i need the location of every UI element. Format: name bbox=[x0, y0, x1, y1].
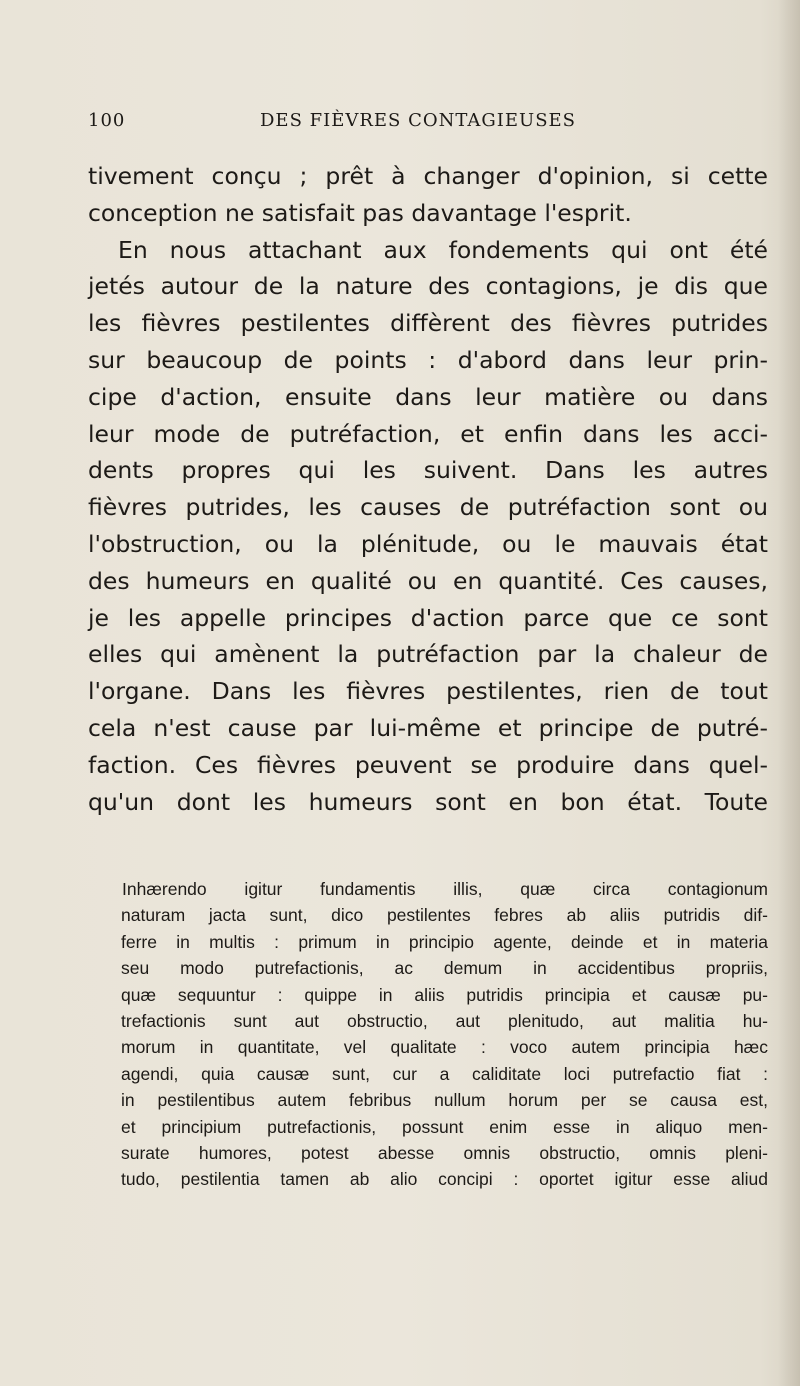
page-number: 100 bbox=[88, 110, 126, 131]
latin-line: quæ sequuntur : quippe in aliis putridis principia et causæ pu- bbox=[121, 984, 768, 1005]
latin-line: tudo, pestilentia tamen ab alio concipi : oportet igitur esse aliud bbox=[121, 1169, 768, 1190]
french-line: des humeurs en qualité ou en quantité. Ces causes, bbox=[88, 566, 768, 595]
french-line: les fièvres pestilentes diffèrent des fièvres putrides bbox=[88, 309, 768, 338]
french-line: fièvres putrides, les causes de putréfaction sont ou bbox=[88, 493, 768, 522]
french-line: l'organe. Dans les fièvres pestilentes, rien de tout bbox=[88, 677, 768, 706]
running-title: DES FIÈVRES CONTAGIEUSES bbox=[260, 110, 577, 131]
latin-line: agendi, quia causæ sunt, cur a caliditate loci putrefactio fiat : bbox=[121, 1063, 768, 1084]
latin-line: naturam jacta sunt, dico pestilentes febres ab aliis putridis dif- bbox=[121, 905, 768, 926]
latin-line: Inhærendo igitur fundamentis illis, quæ circa contagionum bbox=[122, 879, 768, 899]
french-line: cipe d'action, ensuite dans leur matière ou dans bbox=[88, 382, 768, 411]
running-header bbox=[88, 110, 778, 140]
latin-line: in pestilentibus autem febribus nullum horum per se causa est, bbox=[121, 1090, 768, 1111]
page-edge-shadow bbox=[778, 0, 800, 1386]
french-line: En nous attachant aux fondements qui ont été bbox=[118, 235, 768, 264]
french-line: je les appelle principes d'action parce que ce sont bbox=[88, 603, 768, 632]
latin-footnote-block bbox=[121, 876, 768, 1193]
latin-line: et principium putrefactionis, possunt enim esse in aliquo men- bbox=[121, 1116, 768, 1137]
latin-line: morum in quantitate, vel qualitate : voco autem principia hæc bbox=[121, 1037, 768, 1058]
french-line: dents propres qui les suivent. Dans les autres bbox=[88, 456, 768, 485]
french-line: qu'un dont les humeurs sont en bon état. Toute bbox=[88, 787, 768, 816]
latin-line: seu modo putrefactionis, ac demum in accidentibus propriis, bbox=[121, 958, 768, 979]
french-line: jetés autour de la nature des contagions, je dis que bbox=[88, 272, 768, 301]
french-line: conception ne satisfait pas davantage l'esprit. bbox=[88, 198, 632, 227]
french-line: cela n'est cause par lui-même et principe de putré- bbox=[88, 713, 768, 742]
french-line: leur mode de putréfaction, et enfin dans les acci- bbox=[88, 419, 768, 448]
french-line: faction. Ces fièvres peuvent se produire dans quel- bbox=[88, 750, 768, 779]
latin-line: ferre in multis : primum in principio agente, deinde et in materia bbox=[121, 931, 768, 952]
french-line: elles qui amènent la putréfaction par la chaleur de bbox=[88, 640, 768, 669]
french-line: tivement conçu ; prêt à changer d'opinion, si cette bbox=[88, 162, 768, 190]
latin-line: surate humores, potest abesse omnis obstructio, omnis pleni- bbox=[121, 1143, 768, 1164]
latin-line: trefactionis sunt aut obstructio, aut plenitudo, aut malitia hu- bbox=[121, 1011, 768, 1032]
french-text-block bbox=[88, 158, 768, 820]
french-line: sur beaucoup de points : d'abord dans leur prin- bbox=[88, 345, 768, 374]
french-line: l'obstruction, ou la plénitude, ou le mauvais état bbox=[88, 529, 768, 558]
